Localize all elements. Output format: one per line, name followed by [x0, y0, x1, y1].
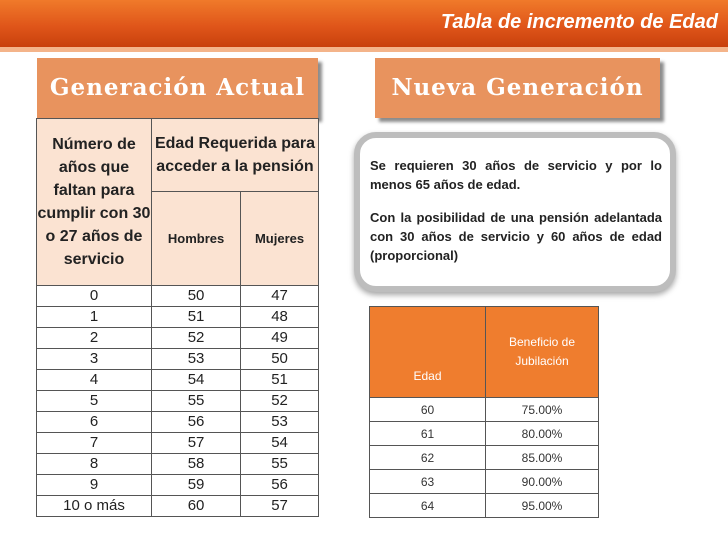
header-bar [0, 0, 728, 47]
women-age-cell: 51 [241, 370, 319, 391]
table-row [37, 286, 319, 307]
benefit-cell: 75.00% [486, 398, 599, 422]
age-cell: 62 [370, 446, 486, 470]
years-remaining-cell: 0 [37, 286, 152, 307]
age-cell: 61 [370, 422, 486, 446]
table-row [370, 446, 599, 470]
benefit-cell: 85.00% [486, 446, 599, 470]
years-remaining-cell: 10 o más [37, 496, 152, 517]
women-age-cell: 56 [241, 475, 319, 496]
women-age-cell: 53 [241, 412, 319, 433]
women-age-cell: 54 [241, 433, 319, 454]
benefit-column-header: Beneficio de Jubilación [486, 307, 599, 398]
table-row [37, 496, 319, 517]
women-age-cell: 48 [241, 307, 319, 328]
info-paragraph-requirements: Se requieren 30 años de servicio y por lo menos 65 años de edad. [370, 158, 662, 192]
years-remaining-cell: 2 [37, 328, 152, 349]
years-remaining-cell: 9 [37, 475, 152, 496]
men-age-cell: 50 [152, 286, 241, 307]
men-header: Hombres [152, 192, 241, 286]
men-age-cell: 59 [152, 475, 241, 496]
table-row [37, 328, 319, 349]
men-age-cell: 57 [152, 433, 241, 454]
men-age-cell: 51 [152, 307, 241, 328]
table-row [37, 307, 319, 328]
info-paragraph-early-pension: Con la posibilidad de una pensión adelantada con 30 años de servicio y 60 años de edad (proporcional) [370, 210, 662, 263]
age-cell: 63 [370, 470, 486, 494]
years-remaining-cell: 3 [37, 349, 152, 370]
table-row [37, 475, 319, 496]
women-age-cell: 50 [241, 349, 319, 370]
men-age-cell: 58 [152, 454, 241, 475]
generacion-actual-title: Generación Actual [37, 58, 318, 118]
required-age-header: Edad Requerida para acceder a la pensión [152, 119, 319, 192]
men-age-cell: 54 [152, 370, 241, 391]
years-remaining-cell: 6 [37, 412, 152, 433]
age-cell: 64 [370, 494, 486, 518]
table-row [370, 470, 599, 494]
years-remaining-cell: 7 [37, 433, 152, 454]
table-row [370, 398, 599, 422]
header-divider [0, 47, 728, 52]
benefit-cell: 95.00% [486, 494, 599, 518]
page-title: Tabla de incremento de Edad [440, 11, 718, 33]
table-row [37, 370, 319, 391]
years-remaining-cell: 1 [37, 307, 152, 328]
men-age-cell: 53 [152, 349, 241, 370]
table-row [37, 412, 319, 433]
table-row [37, 391, 319, 412]
women-age-cell: 55 [241, 454, 319, 475]
retirement-benefit-table [369, 306, 599, 518]
years-remaining-cell: 8 [37, 454, 152, 475]
age-cell: 60 [370, 398, 486, 422]
table-row [370, 422, 599, 446]
men-age-cell: 55 [152, 391, 241, 412]
women-age-cell: 49 [241, 328, 319, 349]
women-header: Mujeres [241, 192, 319, 286]
table-row [370, 494, 599, 518]
men-age-cell: 56 [152, 412, 241, 433]
women-age-cell: 47 [241, 286, 319, 307]
table-row [37, 349, 319, 370]
women-age-cell: 57 [241, 496, 319, 517]
age-column-header: Edad [370, 307, 486, 398]
men-age-cell: 60 [152, 496, 241, 517]
benefit-cell: 80.00% [486, 422, 599, 446]
years-remaining-header: Número de años que faltan para cumplir con 30 o 27 años de servicio [37, 119, 152, 286]
table-row [37, 433, 319, 454]
table-row [37, 454, 319, 475]
nueva-generacion-title: Nueva Generación [375, 58, 660, 118]
years-remaining-cell: 5 [37, 391, 152, 412]
age-increment-table [36, 118, 319, 517]
men-age-cell: 52 [152, 328, 241, 349]
years-remaining-cell: 4 [37, 370, 152, 391]
requirements-info-box [354, 132, 676, 292]
women-age-cell: 52 [241, 391, 319, 412]
benefit-cell: 90.00% [486, 470, 599, 494]
